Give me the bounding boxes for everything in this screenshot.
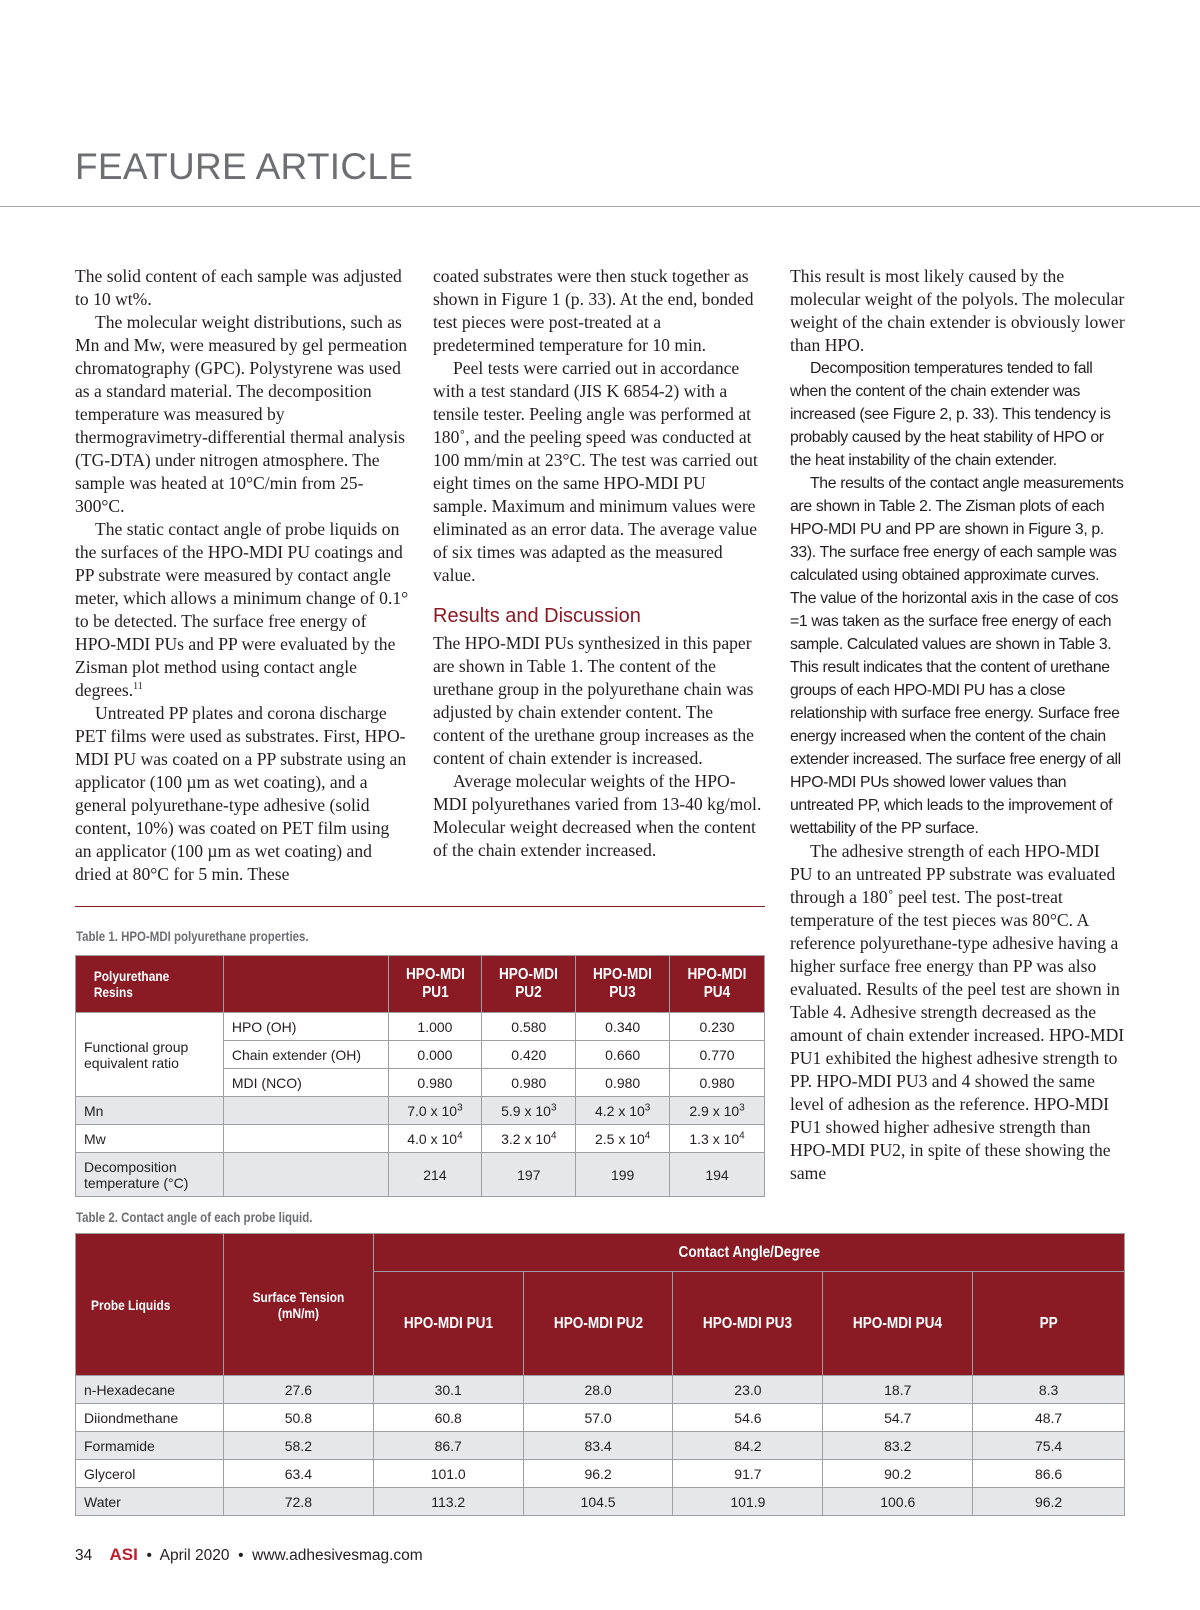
cell: 0.980 [482, 1069, 576, 1097]
cell: 30.1 [373, 1376, 523, 1404]
cell: 48.7 [973, 1404, 1125, 1432]
cell: 54.7 [823, 1404, 973, 1432]
cell: 0.420 [482, 1041, 576, 1069]
cell: 3.2 x $10^4$ [482, 1125, 576, 1153]
cell [223, 1125, 388, 1153]
table1-header-cell: HPO-MDI PU2 [482, 956, 576, 1013]
table1-header-cell: Polyurethane Resins [76, 956, 224, 1013]
cell: 113.2 [373, 1488, 523, 1516]
brand-logo: ASI [109, 1545, 138, 1564]
table-row [76, 1013, 765, 1041]
cell: 83.4 [523, 1432, 673, 1460]
cell: 54.6 [673, 1404, 823, 1432]
cell: 86.6 [973, 1460, 1125, 1488]
table-row [76, 1404, 1125, 1432]
section-label: FEATURE ARTICLE [75, 146, 414, 187]
article-column-1 [75, 265, 409, 886]
footer-separator: • [238, 1547, 244, 1564]
cell: 197 [482, 1153, 576, 1197]
cell: 84.2 [673, 1432, 823, 1460]
table1-caption: Table 1. HPO-MDI polyurethane properties. [76, 928, 309, 944]
article-column-3 [790, 265, 1126, 1185]
sub-label: HPO (OH) [223, 1013, 388, 1041]
table-row [76, 1125, 765, 1153]
cell: 90.2 [823, 1460, 973, 1488]
website-url: www.adhesivesmag.com [252, 1547, 423, 1564]
cell: 101.9 [673, 1488, 823, 1516]
cell: 23.0 [673, 1376, 823, 1404]
table2-header-cell: HPO-MDI PU3 [673, 1272, 823, 1376]
row-label: Mw [76, 1125, 224, 1153]
table1-header-cell: HPO-MDI PU1 [388, 956, 482, 1013]
cell: 1.000 [388, 1013, 482, 1041]
table2-header-cell: Probe Liquids [76, 1234, 224, 1376]
cell: 104.5 [523, 1488, 673, 1516]
cell: 2.9 x $10^3$ [670, 1097, 765, 1125]
table2 [75, 1233, 1125, 1516]
cell: 0.980 [576, 1069, 670, 1097]
cell: 27.6 [223, 1376, 373, 1404]
cell: 28.0 [523, 1376, 673, 1404]
cell: 72.8 [223, 1488, 373, 1516]
table2-header-cell: HPO-MDI PU2 [523, 1272, 673, 1376]
cell: 214 [388, 1153, 482, 1197]
cell: 0.580 [482, 1013, 576, 1041]
table2-group-header: Contact Angle/Degree [373, 1234, 1124, 1272]
cell: 57.0 [523, 1404, 673, 1432]
page-footer [75, 1545, 423, 1565]
cell: 58.2 [223, 1432, 373, 1460]
table2-header-cell: Surface Tension (mN/m) [223, 1234, 373, 1376]
row-label: Water [76, 1488, 224, 1516]
cell: 0.000 [388, 1041, 482, 1069]
table2-header-cell: HPO-MDI PU1 [373, 1272, 523, 1376]
cell: 5.9 x $10^3$ [482, 1097, 576, 1125]
paragraph-text: The static contact angle of probe liquids on the surfaces of the HPO-MDI PU coatings and PP substrate were measured by contact angle meter, which allows a minimum change of 0.1° to be detected. The surface free energy of HPO-MDI PUs and PP were evaluated by the Zisman plot method using contact angle degrees. [75, 519, 409, 700]
cell: 4.0 x $10^4$ [388, 1125, 482, 1153]
cell: 75.4 [973, 1432, 1125, 1460]
cell: 63.4 [223, 1460, 373, 1488]
paragraph [75, 518, 409, 702]
cell: 2.5 x $10^4$ [576, 1125, 670, 1153]
page-number: 34 [75, 1547, 93, 1564]
table2-header-cell: HPO-MDI PU4 [823, 1272, 973, 1376]
paragraph: This result is most likely caused by the molecular weight of the polyols. The molecular weight of the chain extender is obviously lower than HPO. [790, 266, 1125, 355]
table2-header-row [76, 1234, 1125, 1272]
paragraph: The solid content of each sample was adjusted to 10 wt%. [75, 266, 402, 309]
cell: 96.2 [523, 1460, 673, 1488]
paragraph: Decomposition temperatures tended to fall when the content of the chain extender was increased (see Figure 2, p. 33). This tendency is probably caused by the heat stability of HPO or the heat instability of the chain extender. [790, 360, 1111, 469]
table1 [75, 955, 765, 1197]
cell [223, 1153, 388, 1197]
row-label: n-Hexadecane [76, 1376, 224, 1404]
row-label: Diiondmethane [76, 1404, 224, 1432]
table-row [76, 1460, 1125, 1488]
cell: 0.660 [576, 1041, 670, 1069]
group-label: Functional group equivalent ratio [76, 1013, 224, 1097]
cell: 101.0 [373, 1460, 523, 1488]
sub-label: MDI (NCO) [223, 1069, 388, 1097]
cell: 0.980 [670, 1069, 765, 1097]
header-divider [0, 206, 1200, 207]
cell: 1.3 x $10^4$ [670, 1125, 765, 1153]
table1-header-cell: HPO-MDI PU4 [670, 956, 765, 1013]
cell: 4.2 x $10^3$ [576, 1097, 670, 1125]
cell: 0.340 [576, 1013, 670, 1041]
cell [223, 1097, 388, 1125]
cell: 86.7 [373, 1432, 523, 1460]
table-row [76, 1097, 765, 1125]
paragraph: coated substrates were then stuck together as shown in Figure 1 (p. 33). At the end, bonded test pieces were post-treated at a predetermined temperature for 10 min. [433, 266, 754, 355]
table-row [76, 1488, 1125, 1516]
table-divider [75, 906, 765, 907]
footer-separator: • [146, 1547, 152, 1564]
cell: 18.7 [823, 1376, 973, 1404]
row-label: Decomposition temperature (°C) [76, 1153, 224, 1197]
paragraph: Untreated PP plates and corona discharge PET films were used as substrates. First, HPO-MDI PU was coated on a PP substrate using an applicator (100 µm as wet coating), and a general polyurethane-type adhesive (solid content, 10%) was coated on PET film using an applicator (100 µm as wet coating) and dried at 80°C for 5 min. These [75, 703, 407, 884]
cell: 194 [670, 1153, 765, 1197]
table-row [76, 1376, 1125, 1404]
table1-header-row [76, 956, 765, 1013]
paragraph: Average molecular weights of the HPO-MDI polyurethanes varied from 13-40 kg/mol. Molecular weight decreased when the content of the chain extender increased. [433, 771, 762, 860]
paragraph: The results of the contact angle measurements are shown in Table 2. The Zisman plots of each HPO-MDI PU and PP are shown in Figure 3, p. 33). The surface free energy of each sample was calculated using obtained approximate curves. The value of the horizontal axis in the case of cos =1 was taken as the surface free energy of each sample. Calculated values are shown in Table 3. This result indicates that the content of urethane groups of each HPO-MDI PU has a close relationship with surface free energy. Surface free energy increased when the content of the chain extender increased. The surface free energy of all HPO-MDI PUs showed lower values than untreated PP, which leads to the improvement of wettability of the PP surface. [790, 475, 1124, 837]
cell: 199 [576, 1153, 670, 1197]
cell: 100.6 [823, 1488, 973, 1516]
cell: 96.2 [973, 1488, 1125, 1516]
paragraph: The HPO-MDI PUs synthesized in this paper are shown in Table 1. The content of the urethane group in the polyurethane chain was adjusted by chain extender content. The content of the urethane group increases as the content of chain extender is increased. [433, 633, 754, 768]
cell: 91.7 [673, 1460, 823, 1488]
cell: 0.770 [670, 1041, 765, 1069]
table1-header-cell: HPO-MDI PU3 [576, 956, 670, 1013]
reference-number: 11 [133, 681, 143, 693]
table2-caption: Table 2. Contact angle of each probe liquid. [76, 1209, 313, 1225]
table2-header-cell: PP [973, 1272, 1125, 1376]
row-label: Formamide [76, 1432, 224, 1460]
cell: 50.8 [223, 1404, 373, 1432]
cell: 83.2 [823, 1432, 973, 1460]
paragraph: Peel tests were carried out in accordance with a test standard (JIS K 6854-2) with a tensile tester. Peeling angle was performed at 180˚, and the peeling speed was conducted at 100 mm/min at 23°C. The test was carried out eight times on the same HPO-MDI PU sample. Maximum and minimum values were eliminated as an error data. The average value of six times was adapted as the measured value. [433, 358, 758, 585]
cell: 7.0 x $10^3$ [388, 1097, 482, 1125]
cell: 8.3 [973, 1376, 1125, 1404]
table1-header-cell [223, 956, 388, 1013]
row-label: Mn [76, 1097, 224, 1125]
table-row [76, 1153, 765, 1197]
paragraph: The adhesive strength of each HPO-MDI PU to an untreated PP substrate was evaluated through a 180˚ peel test. The post-treat temperature of the test pieces was 80°C. A reference polyurethane-type adhesive having a higher surface free energy than PP was also evaluated. Results of the peel test are shown in Table 4. Adhesive strength decreased as the amount of chain extender increased. HPO-MDI PU1 exhibited the highest adhesive strength to PP. HPO-MDI PU3 and 4 showed the same level of adhesion as the reference. HPO-MDI PU1 showed higher adhesive strength than HPO-MDI PU2, in spite of these showing the same [790, 841, 1125, 1183]
sub-label: Chain extender (OH) [223, 1041, 388, 1069]
cell: 0.230 [670, 1013, 765, 1041]
cell: 60.8 [373, 1404, 523, 1432]
article-column-2 [433, 265, 763, 862]
cell: 0.980 [388, 1069, 482, 1097]
issue-date: April 2020 [159, 1547, 230, 1564]
paragraph: The molecular weight distributions, such as Mn and Mw, were measured by gel permeation chromatography (GPC). Polystyrene was used as a standard material. The decomposition temperature was measured by thermogravimetry-differential thermal analysis (TG-DTA) under nitrogen atmosphere. The sample was heated at 10°C/min from 25-300°C. [75, 312, 408, 516]
section-heading: Results and Discussion [433, 605, 641, 627]
row-label: Glycerol [76, 1460, 224, 1488]
table-row [76, 1432, 1125, 1460]
